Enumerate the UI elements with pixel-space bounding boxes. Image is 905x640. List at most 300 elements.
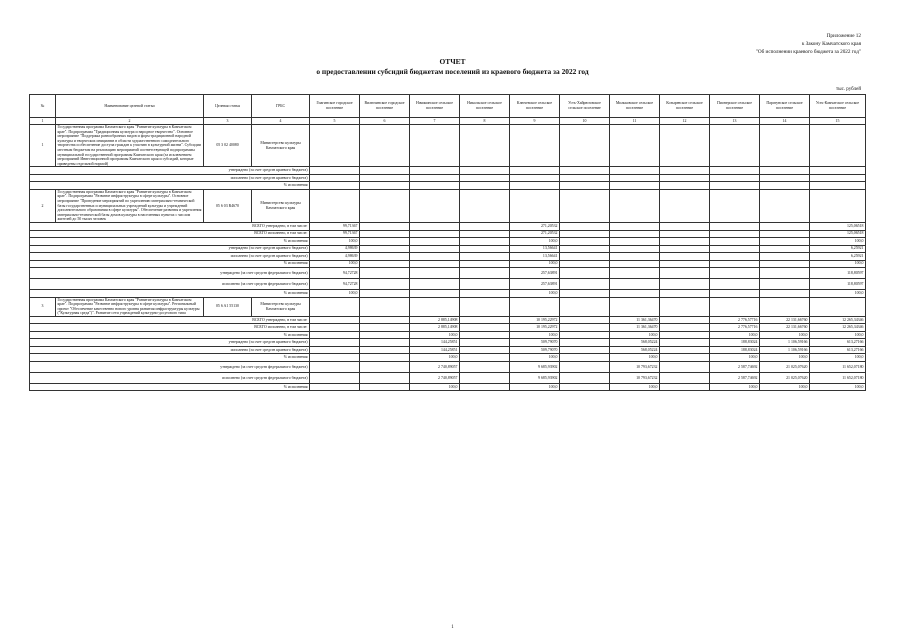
value-cell: 100,0	[510, 331, 560, 339]
empty-cell	[360, 297, 410, 316]
row-label: утверждено (за счет средств краевого бюджета)	[30, 339, 310, 347]
value-cell: 568,05224	[610, 346, 660, 354]
value-cell	[360, 182, 410, 190]
row-label: ВСЕГО исполнено, в том числе:	[30, 324, 310, 332]
value-cell: 100,0	[810, 383, 866, 391]
value-cell	[660, 339, 710, 347]
value-cell: 4,98639	[310, 245, 360, 253]
value-cell	[360, 346, 410, 354]
column-header: Гиагинское городское поселение	[310, 95, 360, 118]
value-cell	[310, 316, 360, 324]
empty-cell	[610, 297, 660, 316]
value-cell	[360, 268, 410, 279]
value-cell	[360, 174, 410, 182]
column-number: 5	[310, 118, 360, 125]
column-number: 13	[710, 118, 760, 125]
value-cell	[710, 238, 760, 246]
value-cell: 9 685,93902	[510, 372, 560, 383]
value-cell	[710, 230, 760, 238]
value-cell	[610, 238, 660, 246]
value-cell	[560, 346, 610, 354]
value-cell	[410, 290, 460, 298]
value-cell	[760, 182, 810, 190]
empty-cell	[660, 297, 710, 316]
value-cell	[760, 290, 810, 298]
title-main: ОТЧЕТ	[439, 57, 466, 66]
value-cell	[460, 324, 510, 332]
empty-cell	[810, 189, 866, 222]
data-row	[30, 260, 866, 268]
value-cell	[660, 346, 710, 354]
program-code: 05 6 A1 55130	[204, 297, 252, 316]
row-label: % исполнения	[30, 383, 310, 391]
row-label: исполнено (за счет средств краевого бюджета)	[30, 346, 310, 354]
value-cell	[560, 245, 610, 253]
value-cell: 6,25921	[810, 245, 866, 253]
value-cell	[410, 174, 460, 182]
value-cell: 2 740,89057	[410, 361, 460, 372]
value-cell	[310, 331, 360, 339]
empty-cell	[710, 297, 760, 316]
empty-cell	[710, 125, 760, 167]
appendix-line-1: Приложение 12	[826, 33, 861, 39]
value-cell	[410, 182, 460, 190]
value-cell	[660, 260, 710, 268]
value-cell: 11 652,07180	[810, 361, 866, 372]
value-cell	[660, 253, 710, 261]
value-cell	[610, 245, 660, 253]
data-row	[30, 253, 866, 261]
row-label: утверждено (за счет средств федерального бюджета)	[30, 268, 310, 279]
row-label: утверждено (за счет средств краевого бюджета)	[30, 167, 310, 175]
value-cell	[460, 346, 510, 354]
value-cell: 144,25851	[410, 339, 460, 347]
value-cell	[610, 253, 660, 261]
value-cell: 2 740,89057	[410, 372, 460, 383]
row-label: ВСЕГО утверждено, в том числе:	[30, 223, 310, 231]
data-row	[30, 361, 866, 372]
value-cell: 257,63891	[510, 279, 560, 290]
value-cell	[560, 260, 610, 268]
value-cell: 257,63891	[510, 268, 560, 279]
value-cell	[360, 245, 410, 253]
value-cell	[760, 268, 810, 279]
empty-cell	[810, 125, 866, 167]
data-row	[30, 331, 866, 339]
column-number-row	[30, 118, 866, 125]
column-number: 10	[560, 118, 610, 125]
value-cell	[660, 290, 710, 298]
value-cell: 100,0	[510, 354, 560, 362]
column-header: Паратунское сельское поселение	[760, 95, 810, 118]
empty-cell	[510, 189, 560, 222]
value-cell	[310, 167, 360, 175]
row-label: исполнено (за счет средств краевого бюджета)	[30, 174, 310, 182]
value-cell	[760, 223, 810, 231]
value-cell	[410, 245, 460, 253]
value-cell	[310, 372, 360, 383]
value-cell	[360, 167, 410, 175]
program-row	[30, 189, 866, 222]
value-cell: 1 106,59166	[760, 346, 810, 354]
row-label: утверждено (за счет средств краевого бюджета)	[30, 245, 310, 253]
report-title	[0, 57, 905, 77]
value-cell: 6,25921	[810, 253, 866, 261]
value-cell: 188,83024	[710, 346, 760, 354]
value-cell	[310, 346, 360, 354]
empty-cell	[410, 297, 460, 316]
value-cell	[710, 174, 760, 182]
value-cell: 100,0	[510, 290, 560, 298]
value-cell	[760, 174, 810, 182]
value-cell: 94,72728	[310, 279, 360, 290]
value-cell	[410, 279, 460, 290]
value-cell	[610, 260, 660, 268]
value-cell: 125,06518	[810, 223, 866, 231]
value-cell	[660, 331, 710, 339]
value-cell	[560, 223, 610, 231]
value-cell	[610, 174, 660, 182]
value-cell	[560, 182, 610, 190]
value-cell: 100,0	[710, 383, 760, 391]
row-label: % исполнения	[30, 331, 310, 339]
value-cell	[560, 253, 610, 261]
value-cell	[710, 290, 760, 298]
value-cell	[710, 279, 760, 290]
value-cell	[710, 260, 760, 268]
empty-cell	[360, 189, 410, 222]
column-number: 4	[252, 118, 310, 125]
empty-cell	[810, 297, 866, 316]
value-cell: 10 793,67232	[610, 361, 660, 372]
empty-cell	[460, 297, 510, 316]
value-cell	[610, 290, 660, 298]
value-cell	[360, 331, 410, 339]
value-cell	[360, 383, 410, 391]
value-cell	[310, 182, 360, 190]
program-code: 05 6 03 R4670	[204, 189, 252, 222]
value-cell	[760, 238, 810, 246]
value-cell: 13,56641	[510, 245, 560, 253]
data-row	[30, 268, 866, 279]
row-label: % исполнения	[30, 182, 310, 190]
column-header: Начикинское сельское поселение	[410, 95, 460, 118]
value-cell	[360, 253, 410, 261]
empty-cell	[610, 125, 660, 167]
value-cell: 144,25851	[410, 346, 460, 354]
value-cell: 100,0	[410, 383, 460, 391]
value-cell: 100,0	[510, 383, 560, 391]
value-cell	[460, 245, 510, 253]
title-subtitle: о предоставлении субсидий бюджетам поселений из краевого бюджета за 2022 год	[316, 67, 589, 76]
value-cell: 100,0	[760, 331, 810, 339]
value-cell	[760, 279, 810, 290]
program-number: 1	[30, 125, 56, 167]
data-row	[30, 238, 866, 246]
value-cell	[560, 324, 610, 332]
program-number: 3	[30, 297, 56, 316]
empty-cell	[410, 125, 460, 167]
row-label: % исполнения	[30, 290, 310, 298]
row-label: % исполнения	[30, 354, 310, 362]
column-number: 3	[204, 118, 252, 125]
value-cell	[560, 279, 610, 290]
empty-cell	[460, 125, 510, 167]
value-cell: 4,98639	[310, 253, 360, 261]
value-cell	[560, 339, 610, 347]
row-label: ВСЕГО исполнено, в том числе:	[30, 230, 310, 238]
data-row	[30, 279, 866, 290]
value-cell: 100,0	[810, 260, 866, 268]
value-cell: 118,80597	[810, 268, 866, 279]
value-cell	[710, 182, 760, 190]
value-cell	[410, 223, 460, 231]
value-cell	[310, 324, 360, 332]
program-row	[30, 297, 866, 316]
row-label: исполнено (за счет средств федерального бюджета)	[30, 279, 310, 290]
value-cell: 188,83024	[710, 339, 760, 347]
value-cell	[410, 167, 460, 175]
value-cell: 94,72728	[310, 268, 360, 279]
column-header: Мильковское сельское поселение	[610, 95, 660, 118]
value-cell	[460, 253, 510, 261]
value-cell: 21 025,07620	[760, 361, 810, 372]
value-cell	[460, 167, 510, 175]
value-cell	[760, 245, 810, 253]
value-cell: 100,0	[310, 260, 360, 268]
data-row	[30, 174, 866, 182]
data-row	[30, 245, 866, 253]
value-cell: 100,0	[610, 383, 660, 391]
program-code: 05 3 02 40080	[204, 125, 252, 167]
value-cell	[560, 361, 610, 372]
value-cell	[410, 230, 460, 238]
value-cell: 22 131,66760	[760, 324, 810, 332]
empty-cell	[410, 189, 460, 222]
value-cell	[610, 167, 660, 175]
column-header: ГРБС	[252, 95, 310, 118]
value-cell	[410, 253, 460, 261]
column-header: Усть-Камчатское сельское поселение	[810, 95, 866, 118]
value-cell	[660, 279, 710, 290]
data-row	[30, 372, 866, 383]
value-cell: 2 587,74692	[710, 372, 760, 383]
value-cell	[460, 268, 510, 279]
program-grbs: Министерство культуры Камчатского края	[252, 189, 310, 222]
value-cell: 100,0	[710, 354, 760, 362]
value-cell: 100,0	[610, 354, 660, 362]
value-cell	[560, 331, 610, 339]
value-cell	[810, 182, 866, 190]
value-cell	[760, 260, 810, 268]
value-cell	[660, 238, 710, 246]
value-cell	[360, 372, 410, 383]
value-cell	[360, 260, 410, 268]
program-number: 2	[30, 189, 56, 222]
program-grbs: Министерство культуры Камчатского края	[252, 125, 310, 167]
report-table	[29, 94, 866, 391]
data-row	[30, 182, 866, 190]
value-cell: 100,0	[610, 331, 660, 339]
value-cell: 100,0	[810, 354, 866, 362]
data-row	[30, 290, 866, 298]
empty-cell	[660, 189, 710, 222]
column-number: 12	[660, 118, 710, 125]
row-label: % исполнения	[30, 260, 310, 268]
column-number: 6	[360, 118, 410, 125]
value-cell	[460, 361, 510, 372]
value-cell: 1 106,59166	[760, 339, 810, 347]
value-cell: 100,0	[310, 290, 360, 298]
value-cell	[660, 361, 710, 372]
value-cell	[660, 182, 710, 190]
value-cell	[460, 238, 510, 246]
data-row	[30, 230, 866, 238]
data-row	[30, 167, 866, 175]
column-header: Никольское сельское поселение	[460, 95, 510, 118]
row-label: % исполнения	[30, 238, 310, 246]
value-cell: 99,71367	[310, 230, 360, 238]
column-header: Усть-Хайрюзовское сельское поселение	[560, 95, 610, 118]
empty-cell	[710, 189, 760, 222]
value-cell: 100,0	[760, 354, 810, 362]
value-cell: 613,27166	[810, 339, 866, 347]
value-cell	[660, 167, 710, 175]
column-number: 15	[810, 118, 866, 125]
empty-cell	[660, 125, 710, 167]
value-cell	[560, 290, 610, 298]
empty-cell	[560, 125, 610, 167]
column-header: Козыревское сельское поселение	[660, 95, 710, 118]
program-grbs: Министерство культуры Камчатского края	[252, 297, 310, 316]
value-cell: 100,0	[810, 238, 866, 246]
value-cell	[360, 230, 410, 238]
value-cell	[510, 167, 560, 175]
value-cell: 271,20532	[510, 223, 560, 231]
value-cell: 10 195,22972	[510, 316, 560, 324]
value-cell: 509,79070	[510, 346, 560, 354]
value-cell	[410, 238, 460, 246]
value-cell	[460, 354, 510, 362]
value-cell	[360, 290, 410, 298]
column-number: 2	[56, 118, 204, 125]
value-cell	[660, 316, 710, 324]
value-cell: 100,0	[810, 331, 866, 339]
empty-cell	[760, 297, 810, 316]
value-cell	[410, 260, 460, 268]
empty-cell	[310, 125, 360, 167]
value-cell	[810, 174, 866, 182]
value-cell: 11 361,36470	[610, 316, 660, 324]
value-cell: 118,80597	[810, 279, 866, 290]
value-cell: 2 587,74692	[710, 361, 760, 372]
value-cell: 100,0	[310, 238, 360, 246]
value-cell	[710, 223, 760, 231]
value-cell	[560, 174, 610, 182]
units-label: тыс. рублей	[836, 87, 861, 92]
data-row	[30, 223, 866, 231]
value-cell	[710, 268, 760, 279]
value-cell	[310, 361, 360, 372]
value-cell	[460, 182, 510, 190]
value-cell	[460, 230, 510, 238]
value-cell	[660, 354, 710, 362]
row-label: ВСЕГО утверждено, в том числе:	[30, 316, 310, 324]
column-header: Пионерское сельское поселение	[710, 95, 760, 118]
empty-cell	[510, 297, 560, 316]
value-cell	[760, 230, 810, 238]
value-cell: 21 025,07620	[760, 372, 810, 383]
empty-cell	[760, 189, 810, 222]
data-row	[30, 354, 866, 362]
appendix-line-3: "Об исполнении краевого бюджета за 2022 год"	[755, 49, 861, 55]
value-cell	[460, 279, 510, 290]
data-row	[30, 339, 866, 347]
value-cell: 2 885,14908	[410, 324, 460, 332]
program-row	[30, 125, 866, 167]
program-name: Государственная программа Камчатского края "Развитие культуры в Камчатском крае". Подпрограмма "Развитие инфраструктуры в сфере культуры". Региональный проект "Обеспечение качественно нового уровня развития инфраструктуры культуры ("Культурная среда")". Развитие сети учреждений культурно-досугового типа	[56, 297, 204, 316]
column-number: 14	[760, 118, 810, 125]
value-cell	[610, 268, 660, 279]
value-cell	[310, 383, 360, 391]
value-cell: 125,06518	[810, 230, 866, 238]
program-name: Государственная программа Камчатского края "Развитие культуры в Камчатском крае". Подпрограмма "Развитие инфраструктуры в сфере культуры". Основное мероприятие "Проведение мероприятий по укреплению материально-технической базы государственных и муниципальных учреждений культуры и учреждений дополнительного образования в сфере культуры". Обеспечение развития и укрепления материально-технической базы домов культуры в населенных пунктах с числом жителей до 50 тысяч человек	[56, 189, 204, 222]
value-cell	[660, 245, 710, 253]
value-cell	[460, 316, 510, 324]
value-cell: 12 265,34346	[810, 316, 866, 324]
column-number: 1	[30, 118, 56, 125]
column-header: Наименование целевой статьи	[56, 95, 204, 118]
value-cell	[510, 174, 560, 182]
value-cell	[460, 331, 510, 339]
value-cell	[660, 230, 710, 238]
value-cell	[560, 230, 610, 238]
value-cell: 99,71367	[310, 223, 360, 231]
value-cell	[560, 372, 610, 383]
value-cell	[360, 324, 410, 332]
value-cell	[360, 339, 410, 347]
program-name: Государственная программа Камчатского края "Развитие культуры в Камчатском крае". Подпрограмма "Традиционная культура и народное творчество". Основное мероприятие "Поддержка разнообразных видов и форм традиционной народной культуры и творческих инициатив в области художественного самодеятельного творчества и обеспечение доступа граждан к участию в культурной жизни". Субсидии местным бюджетам на реализацию мероприятий соответствующей подпрограммы муниципальной государственной программы Камчатского края (за исключением мероприятий Инвестиционной программы Камчатского края и субсидий, которые приведены отдельной нормой)	[56, 125, 204, 167]
appendix-note	[756, 32, 861, 56]
value-cell: 2 776,57716	[710, 324, 760, 332]
value-cell	[560, 167, 610, 175]
empty-cell	[760, 125, 810, 167]
value-cell	[360, 361, 410, 372]
column-header: Вилючинское городское поселение	[360, 95, 410, 118]
value-cell	[360, 238, 410, 246]
value-cell	[610, 279, 660, 290]
row-label: исполнено (за счет средств краевого бюджета)	[30, 253, 310, 261]
row-label: исполнено (за счет средств федерального бюджета)	[30, 372, 310, 383]
value-cell: 100,0	[510, 238, 560, 246]
empty-cell	[310, 189, 360, 222]
value-cell: 11 652,07180	[810, 372, 866, 383]
header-row	[30, 95, 866, 118]
value-cell	[610, 223, 660, 231]
row-label: утверждено (за счет средств федерального бюджета)	[30, 361, 310, 372]
empty-cell	[360, 125, 410, 167]
value-cell: 509,79070	[510, 339, 560, 347]
value-cell	[660, 223, 710, 231]
value-cell	[710, 253, 760, 261]
value-cell	[560, 238, 610, 246]
value-cell	[660, 268, 710, 279]
column-number: 9	[510, 118, 560, 125]
value-cell	[460, 339, 510, 347]
value-cell: 11 361,36470	[610, 324, 660, 332]
appendix-line-2: к Закону Камчатского края	[801, 41, 861, 47]
value-cell	[610, 230, 660, 238]
